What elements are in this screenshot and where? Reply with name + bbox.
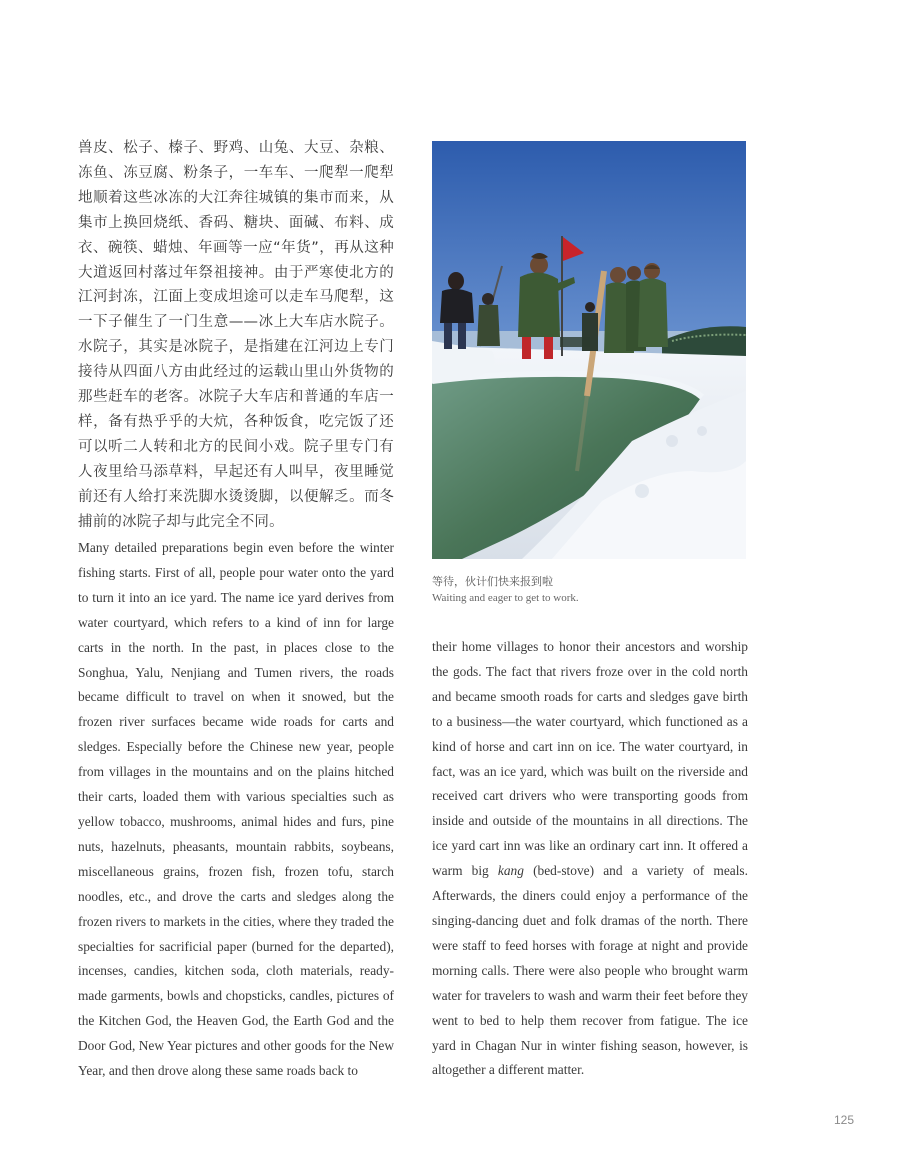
photo-caption-chinese: 等待，伙计们快来报到啦 [432, 575, 553, 588]
english-paragraph-right [432, 635, 748, 1083]
photo-caption-english: Waiting and eager to get to work. [432, 592, 579, 604]
english-text-part-2: (bed-stove) and a variety of meals. Afterwards, the diners could enjoy a performance of the singing-dancing duet and folk dramas of the north. There were staff to feed horses with forage at night and provide morning calls. There were also people who brought warm water for travelers to wash and warm their feet before they went to bed to help them recover from fatigue. The ice yard in Chagan Nur in winter fishing season, however, is altogether a different matter. [432, 863, 748, 1078]
italic-term-kang: kang [497, 863, 524, 879]
ice-fishing-photo [432, 141, 746, 559]
english-paragraph-left: Many detailed preparations begin even before the winter fishing starts. First of all, people pour water onto the yard to turn it into an ice yard. The name ice yard derives from water courtyard, which refers to a kind of inn for large carts in the north. In the past, in places close to the Songhua, Yalu, Nenjiang and Tumen rivers, the roads became difficult to travel on when it snowed, but the frozen river surfaces became wide roads for carts and sledges. Especially before the Chinese new year, people from villages in the mountains and on the plains hitched their carts, loaded them with various specialties such as yellow tobacco, mushrooms, animal hides and furs, pine nuts, hazelnuts, pheasants, mountain rabbits, soybeans, miscellaneous grains, frozen fish, frozen tofu, starch noodles, etc., and drove the carts and sledges along the frozen rivers to markets in the cities, where they traded the specialties for sacrificial paper (burned for the departed), incenses, candies, kitchen soda, cloth materials, ready-made garments, bowls and chopsticks, candles, pictures of the Kitchen God, the Heaven God, the Earth God and the Door God, New Year pictures and other goods for the New Year, and then drove along these same roads back to [78, 540, 394, 1079]
chinese-paragraph: 兽皮、松子、榛子、野鸡、山兔、大豆、杂粮、冻鱼、冻豆腐、粉条子，一车车、一爬犁一爬犁地顺着这些冰冻的大江奔往城镇的集市而来，从集市上换回烧纸、香码、糖块、面碱、布料、成衣、碗筷、蜡烛、年画等一应“年货”，再从这种大道返回村落过年祭祖接神。由于严寒使北方的江河封冻，江面上变成坦途可以走车马爬犁，这一下子催生了一门生意——冰上大车店水院子。水院子，其实是冰院子，是指建在江河边上专门接待从四面八方由此经过的运载山里山外货物的那些赶车的老客。冰院子大车店和普通的车店一样，备有热乎乎的大炕，各种饭食，吃完饭了还可以听二人转和北方的民间小戏。院子里专门有人夜里给马添草料，早起还有人叫早，夜里睡觉前还有人给打来洗脚水烫烫脚，以便解乏。而冬捕前的冰院子却与此完全不同。 [78, 140, 394, 530]
photo-illustration [432, 141, 746, 559]
page-number: 125 [834, 1113, 855, 1127]
english-text-part-1: their home villages to honor their ancestors and worship the gods. The fact that rivers froze over in the cold north and became smooth roads for carts and sledges gave birth to a business—the water courtyard, which functioned as a kind of horse and cart inn on ice. The water courtyard, in fact, was an ice yard, which was built on the riverside and received cart drivers who were transporting goods from inside and outside of the mountains in all directions. The ice yard cart inn was like an ordinary cart inn. It offered a warm big [432, 639, 748, 879]
